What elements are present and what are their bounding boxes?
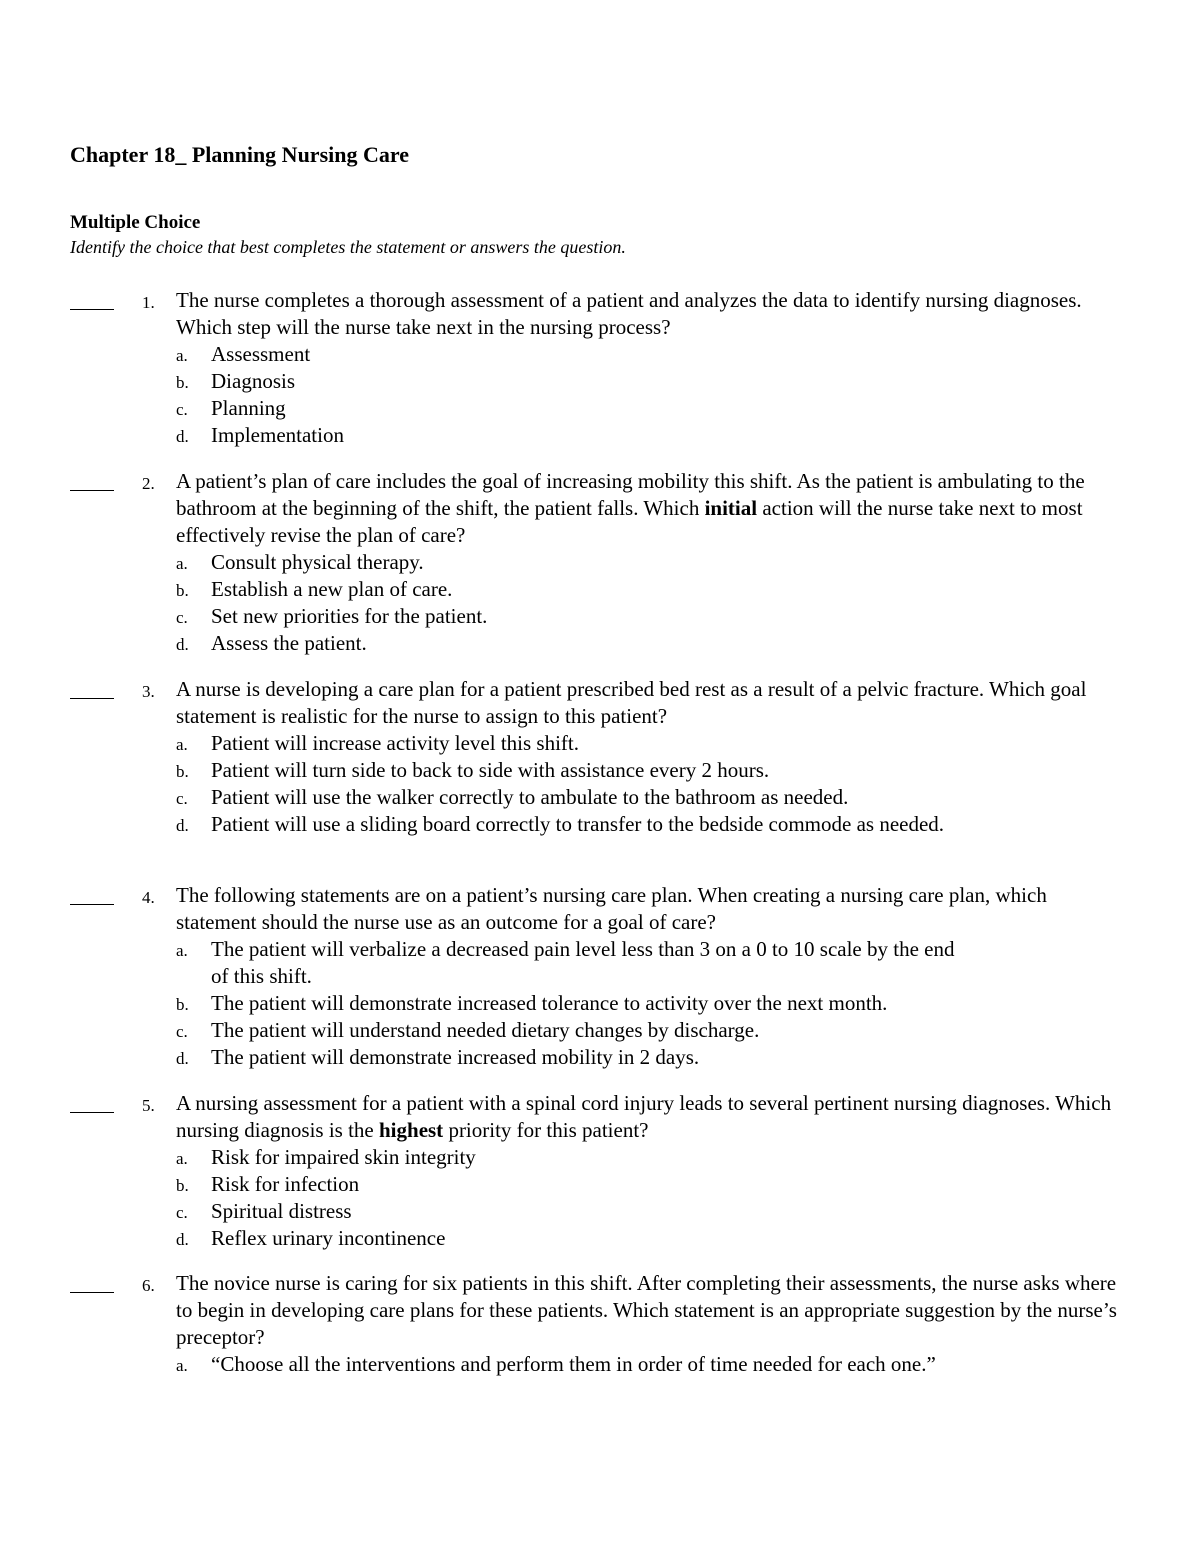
stem-text: The following statements are on a patient’s nursing care plan. When creating a nursing care plan, which statement should the nurse use as an outcome for a goal of care?: [176, 883, 1047, 934]
choice-option: [176, 936, 976, 990]
page-title: Chapter 18_ Planning Nursing Care: [70, 142, 410, 167]
choice-list: [176, 549, 976, 657]
question-item: [0, 676, 1200, 838]
choice-option: [176, 1351, 976, 1378]
choice-text: Consult physical therapy.: [211, 550, 424, 574]
choice-text: Patient will increase activity level this shift.: [211, 731, 579, 755]
choice-option: [176, 576, 976, 603]
question-stem: [176, 287, 1126, 341]
instructions: Identify the choice that best completes the statement or answers the question.: [70, 237, 626, 257]
choice-option: [176, 395, 976, 422]
choice-label: a.: [176, 346, 188, 365]
choice-option: [176, 730, 976, 757]
choice-option: [176, 757, 976, 784]
choice-option: [176, 549, 976, 576]
choice-option: [176, 990, 976, 1017]
choice-text: Reflex urinary incontinence: [211, 1226, 446, 1250]
choice-option: [176, 422, 976, 449]
choice-text: Patient will turn side to back to side with assistance every 2 hours.: [211, 758, 770, 782]
choice-text: Assess the patient.: [211, 631, 367, 655]
question-number: 6.: [142, 1276, 155, 1295]
stem-text: A nursing assessment for a patient with a spinal cord injury leads to several pertinent nursing diagnoses. Which nursing diagnosis is the: [176, 1091, 1112, 1142]
answer-blank[interactable]: [70, 1090, 114, 1113]
stem-text: A patient’s plan of care includes the goal of increasing mobility this shift. As the patient is ambulating to the bathroom at the beginning of the shift, the patient falls. Which: [176, 469, 1085, 520]
choice-label: a.: [176, 1356, 188, 1375]
choice-text: Spiritual distress: [211, 1199, 352, 1223]
choice-label: b.: [176, 1176, 189, 1195]
choice-label: c.: [176, 400, 188, 419]
choice-label: d.: [176, 1049, 189, 1068]
answer-blank[interactable]: [70, 1270, 114, 1293]
choice-text: “Choose all the interventions and perform them in order of time needed for each one.”: [211, 1352, 936, 1376]
choice-list: [176, 1144, 976, 1252]
choice-label: d.: [176, 816, 189, 835]
choice-text: Set new priorities for the patient.: [211, 604, 488, 628]
stem-text: The nurse completes a thorough assessment of a patient and analyzes the data to identify nursing diagnoses. Which step will the nurse take next in the nursing process?: [176, 288, 1082, 339]
answer-blank[interactable]: [70, 468, 114, 491]
question-number: 5.: [142, 1096, 155, 1115]
choice-label: b.: [176, 995, 189, 1014]
choice-label: d.: [176, 1230, 189, 1249]
choice-label: c.: [176, 789, 188, 808]
question-item: [0, 287, 1200, 449]
choice-option: [176, 341, 976, 368]
question-stem: [176, 882, 1126, 936]
choice-label: a.: [176, 735, 188, 754]
question-item: [0, 882, 1200, 1071]
question-item: [0, 1270, 1200, 1378]
choice-list: [176, 341, 976, 449]
question-stem: [176, 1270, 1126, 1351]
choice-text: Assessment: [211, 342, 311, 366]
choice-text: The patient will understand needed dietary changes by discharge.: [211, 1018, 760, 1042]
choice-label: c.: [176, 1203, 188, 1222]
choice-option: [176, 784, 976, 811]
choice-option: [176, 603, 976, 630]
choice-text: Planning: [211, 396, 286, 420]
emphasis-text: highest: [379, 1118, 444, 1142]
choice-list: [176, 936, 976, 1071]
answer-blank[interactable]: [70, 287, 114, 310]
choice-label: b.: [176, 762, 189, 781]
choice-text: Implementation: [211, 423, 344, 447]
choice-text: The patient will demonstrate increased mobility in 2 days.: [211, 1045, 700, 1069]
question-stem: [176, 468, 1126, 549]
question-item: [0, 468, 1200, 657]
question-stem: [176, 1090, 1126, 1144]
question-item: [0, 1090, 1200, 1252]
question-number: 1.: [142, 293, 155, 312]
choice-label: a.: [176, 941, 188, 960]
choice-label: c.: [176, 1022, 188, 1041]
question-number: 3.: [142, 682, 155, 701]
answer-blank[interactable]: [70, 882, 114, 905]
choice-option: [176, 630, 976, 657]
choice-label: c.: [176, 608, 188, 627]
emphasis-text: initial: [704, 496, 758, 520]
choice-label: a.: [176, 1149, 188, 1168]
choice-option: [176, 1225, 976, 1252]
choice-text: Patient will use the walker correctly to ambulate to the bathroom as needed.: [211, 785, 849, 809]
choice-option: [176, 811, 976, 838]
choice-label: b.: [176, 373, 189, 392]
stem-text: priority for this patient?: [443, 1118, 649, 1142]
question-stem: [176, 676, 1126, 730]
choice-label: d.: [176, 427, 189, 446]
answer-blank[interactable]: [70, 676, 114, 699]
choice-label: d.: [176, 635, 189, 654]
stem-text: action will the nurse take next to most effectively revise the plan of care?: [176, 496, 1083, 547]
choice-option: [176, 1171, 976, 1198]
choice-text: Establish a new plan of care.: [211, 577, 453, 601]
section-heading: Multiple Choice: [70, 212, 201, 233]
choice-option: [176, 1017, 976, 1044]
question-number: 4.: [142, 888, 155, 907]
choice-text: Diagnosis: [211, 369, 295, 393]
choice-label: b.: [176, 581, 189, 600]
choice-list: [176, 1351, 976, 1378]
choice-text: Patient will use a sliding board correctly to transfer to the bedside commode as needed.: [211, 812, 945, 836]
stem-text: A nurse is developing a care plan for a patient prescribed bed rest as a result of a pelvic fracture. Which goal statement is realistic for the nurse to assign to this patient?: [176, 677, 1087, 728]
choice-text: The patient will verbalize a decreased pain level less than 3 on a 0 to 10 scale by the end of this shift.: [211, 937, 955, 988]
choice-option: [176, 1144, 976, 1171]
choice-label: a.: [176, 554, 188, 573]
question-number: 2.: [142, 474, 155, 493]
choice-list: [176, 730, 976, 838]
choice-option: [176, 1044, 976, 1071]
choice-option: [176, 368, 976, 395]
choice-text: Risk for infection: [211, 1172, 360, 1196]
choice-option: [176, 1198, 976, 1225]
choice-text: The patient will demonstrate increased tolerance to activity over the next month.: [211, 991, 888, 1015]
choice-text: Risk for impaired skin integrity: [211, 1145, 476, 1169]
stem-text: The novice nurse is caring for six patients in this shift. After completing their assessments, the nurse asks where to begin in developing care plans for these patients. Which statement is an appropriate suggestion by the nurse’s preceptor?: [176, 1271, 1117, 1349]
